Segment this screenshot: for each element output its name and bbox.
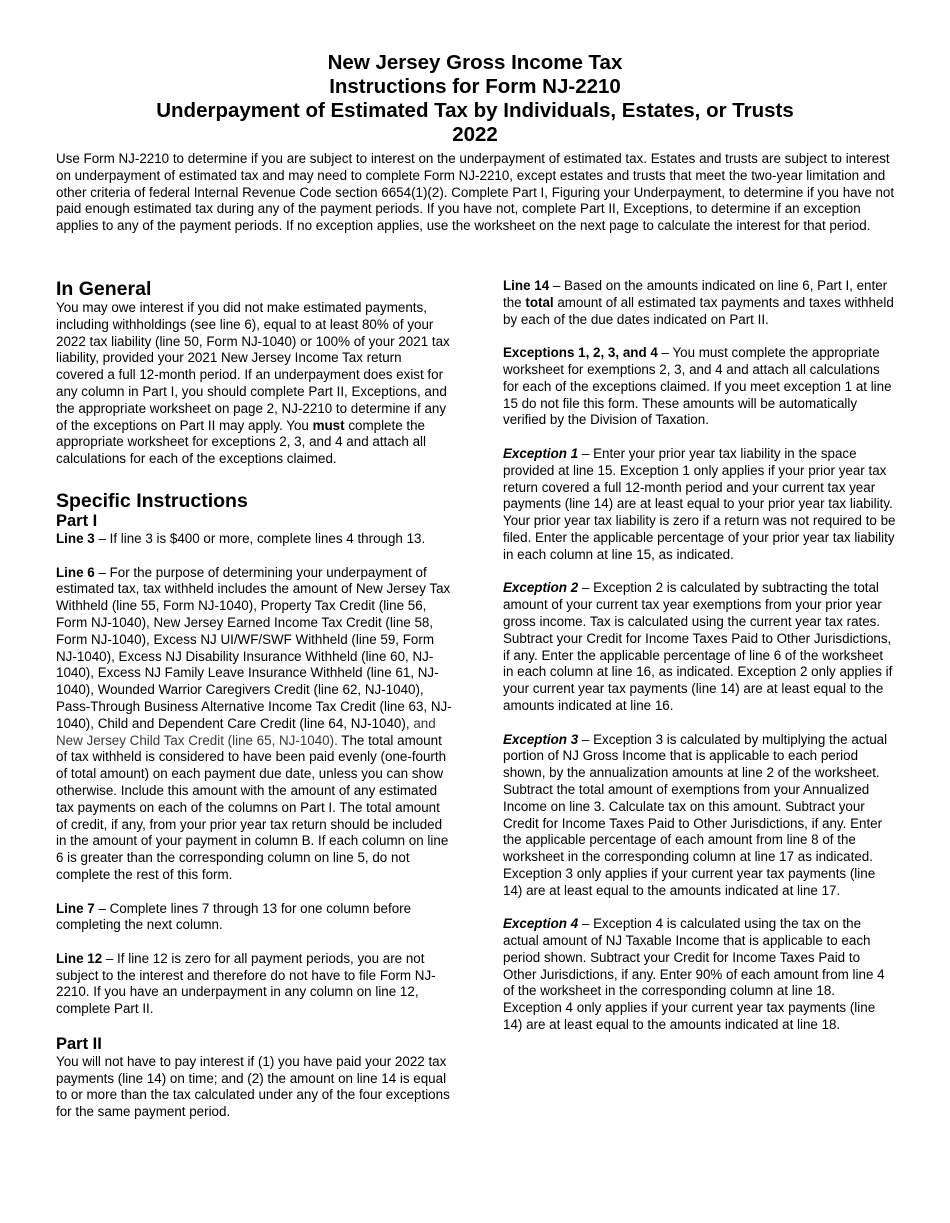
left-column: [56, 278, 452, 1138]
part-2-paragraph: You will not have to pay interest if (1) you have paid your 2022 tax payments (line 14) on time; and (2) the amount on line 14 is equal to or more than the tax calculated under any of the four exceptions for the same payment period.: [56, 1053, 450, 1120]
must-emphasis: must: [312, 417, 345, 433]
line-12-instruction: [56, 951, 452, 1018]
exceptions-all-text: – You must complete the appropriate worksheet for exemptions 2, 3, and 4 and attach all calculations for each of the exceptions claimed. If you meet exception 1 at line 15 do not file this form. These amounts will be automatically verified by the Division of Taxation.: [503, 345, 892, 428]
exception-2-text: – Exception 2 is calculated by subtracting the total amount of your current tax year exemptions from your prior year gross income. Tax is calculated using the current year tax rates. Subtract your Credit for Income Taxes Paid to Other Jurisdictions, if any. Enter the applicable percentage of line 6 of the worksheet in each column at line 16, as indicated. Exception 2 only applies if your current year tax payments (line 14) are at least equal to the amounts indicated at line 16.: [503, 580, 893, 713]
line-6-text: – For the purpose of determining your underpayment of estimated tax, tax withheld includes the amount of New Jersey Tax Withheld (line 55, Form NJ-1040), Property Tax Credit (line 56, Form NJ-1040), New Jersey Earned Income Tax Credit (line 58, Form NJ-1040), Excess NJ UI/WF/SWF Withheld (line 59, Form NJ-1040), Excess NJ Disability Insurance Withheld (line 60, NJ-1040), Excess NJ Family Leave Insurance Withheld (line 61, NJ-1040), Wounded Warrior Caregivers Credit (line 62, NJ-1040), Pass-Through Business Alternative Income Tax Credit (line 63, NJ-1040), Child and Dependent Care Credit (line 64, NJ-1040),: [56, 564, 452, 731]
right-column: [503, 278, 897, 1051]
exception-3-label: Exception 3: [503, 731, 579, 747]
line-3-text: – If line 3 is $400 or more, complete lines 4 through 13.: [98, 530, 426, 546]
specific-instructions-section: [56, 490, 452, 1121]
header-subtitle: Underpayment of Estimated Tax by Individuals, Estates, or Trusts: [156, 99, 794, 122]
header-year: 2022: [452, 123, 498, 146]
line-7-instruction: [56, 901, 452, 935]
exception-3-instruction: [503, 732, 897, 900]
exceptions-all-label: Exceptions 1, 2, 3, and 4: [503, 345, 658, 361]
exception-2-label: Exception 2: [503, 580, 579, 596]
line-3-label: Line 3: [56, 530, 95, 546]
in-general-section: [56, 278, 452, 468]
exception-1-text: – Enter your prior year tax liability in the space provided at line 15. Exception 1 only applies if your prior year tax return covered a full 12-month period and your current tax year payments (line 14) are at least equal to your prior year tax liability. Your prior year tax liability is zero if a return was not required to be filed. Enter the applicable percentage of your prior year tax liability in each column at line 15, as indicated.: [503, 445, 896, 562]
line-3-instruction: [56, 531, 452, 548]
header-title: New Jersey Gross Income Tax: [327, 51, 623, 74]
exception-4-text: – Exception 4 is calculated using the tax on the actual amount of NJ Taxable Income that is applicable to each period shown. Subtract your Credit for Income Taxes Paid to Other Jurisdictions, if any. Enter 90% of each amount from line 4 of the worksheet in the corresponding column at line 18. Exception 4 only applies if your current year tax payments (line 14) are at least equal to the amounts indicated at line 18.: [503, 916, 885, 1033]
line-6-label: Line 6: [56, 564, 95, 580]
line-6-instruction: [56, 565, 452, 884]
line-14-label: Line 14: [503, 278, 550, 293]
line-14-text-a: – Based on the amounts indicated on line 6, Part I, enter the: [503, 278, 888, 310]
line-14-text-b: amount of all estimated tax payments and taxes withheld by each of the due dates indicated on Part II.: [503, 294, 894, 327]
exception-1-label: Exception 1: [503, 445, 579, 461]
line-6-text-b: The total amount of tax withheld is considered to have been paid evenly (one-fourth of total amount) on each payment due date, unless you can show otherwise. Include this amount with the amount of any estimated tax payments on each of the columns on Part I. The total amount of credit, if any, from your prior year tax return should be included in the amount of your payment in column B. If each column on line 6 is greater than the corresponding column on line 5, do not complete the rest of this form.: [56, 732, 449, 882]
line-7-text: – Complete lines 7 through 13 for one column before completing the next column.: [56, 900, 412, 933]
part-2-heading: Part II: [56, 1034, 102, 1053]
line-7-label: Line 7: [56, 900, 95, 916]
line-6-child-tax-credit: and New Jersey Child Tax Credit (line 65, NJ-1040).: [56, 715, 436, 748]
exceptions-all-instruction: [503, 345, 897, 429]
exception-2-instruction: [503, 580, 897, 714]
total-emphasis: total: [525, 294, 554, 310]
line-12-label: Line 12: [56, 950, 103, 966]
intro-paragraph: Use Form NJ-2210 to determine if you are subject to interest on the underpayment of estimated tax. Estates and trusts are subject to interest on underpayment of estimated tax and may need to complete Form NJ-2210, except estates and trusts that meet the two-year limitation and other criteria of federal Internal Revenue Code section 6654(1)(2). Complete Part I, Figuring your Underpayment, to determine if you have not paid enough estimated tax during any of the payment periods. If you have not, complete Part II, Exceptions, to determine if an exception applies to any of the payment periods. If no exception applies, use the worksheet on the next page to calculate the interest for that period.: [56, 151, 895, 234]
exception-1-instruction: [503, 446, 897, 564]
in-general-paragraph: [56, 300, 452, 468]
exception-4-instruction: [503, 916, 897, 1034]
exception-3-text: – Exception 3 is calculated by multiplying the actual portion of NJ Gross Income that is applicable to each period shown, by the annualization amounts at line 2 of the worksheet. Subtract the total amount of exemptions from your Annualized Income on line 3. Calculate tax on this amount. Subtract your Credit for Income Taxes Paid to Other Jurisdictions, if any. Enter the applicable percentage of each amount from line 8 of the worksheet in the corresponding column at line 17 as indicated. Exception 3 only applies if your current year tax payments (line 14) are at least equal to the amounts indicated at line 17.: [503, 731, 888, 898]
exception-4-label: Exception 4: [503, 916, 579, 932]
in-general-text-a: You may owe interest if you did not make estimated payments, including withholdings (see line 6), equal to at least 80% of your 2022 tax liability (line 50, Form NJ-1040) or 100% of your 2021 tax liability, provided your 2021 New Jersey Income Tax return covered a full 12-month period. If an underpayment does exist for any column in Part I, you should complete Part II, Exceptions, and the appropriate worksheet on page 2, NJ-2210 to determine if any of the exceptions on Part II may apply. You: [56, 300, 450, 433]
in-general-heading: In General: [56, 278, 152, 300]
line-14-instruction: [503, 278, 897, 328]
in-general-text-b: complete the appropriate worksheet for exceptions 2, 3, and 4 and attach all calculations for each of the exceptions claimed.: [56, 417, 426, 467]
header-form-title: Instructions for Form NJ-2210: [329, 75, 621, 98]
document-header: [0, 51, 950, 147]
part-1-heading: Part I: [56, 511, 98, 530]
line-12-text: – If line 12 is zero for all payment periods, you are not subject to the interest and therefore do not have to file Form NJ-2210. If you have an underpayment in any column on line 12, complete Part II.: [56, 950, 436, 1017]
specific-instructions-heading: Specific Instructions: [56, 489, 248, 512]
